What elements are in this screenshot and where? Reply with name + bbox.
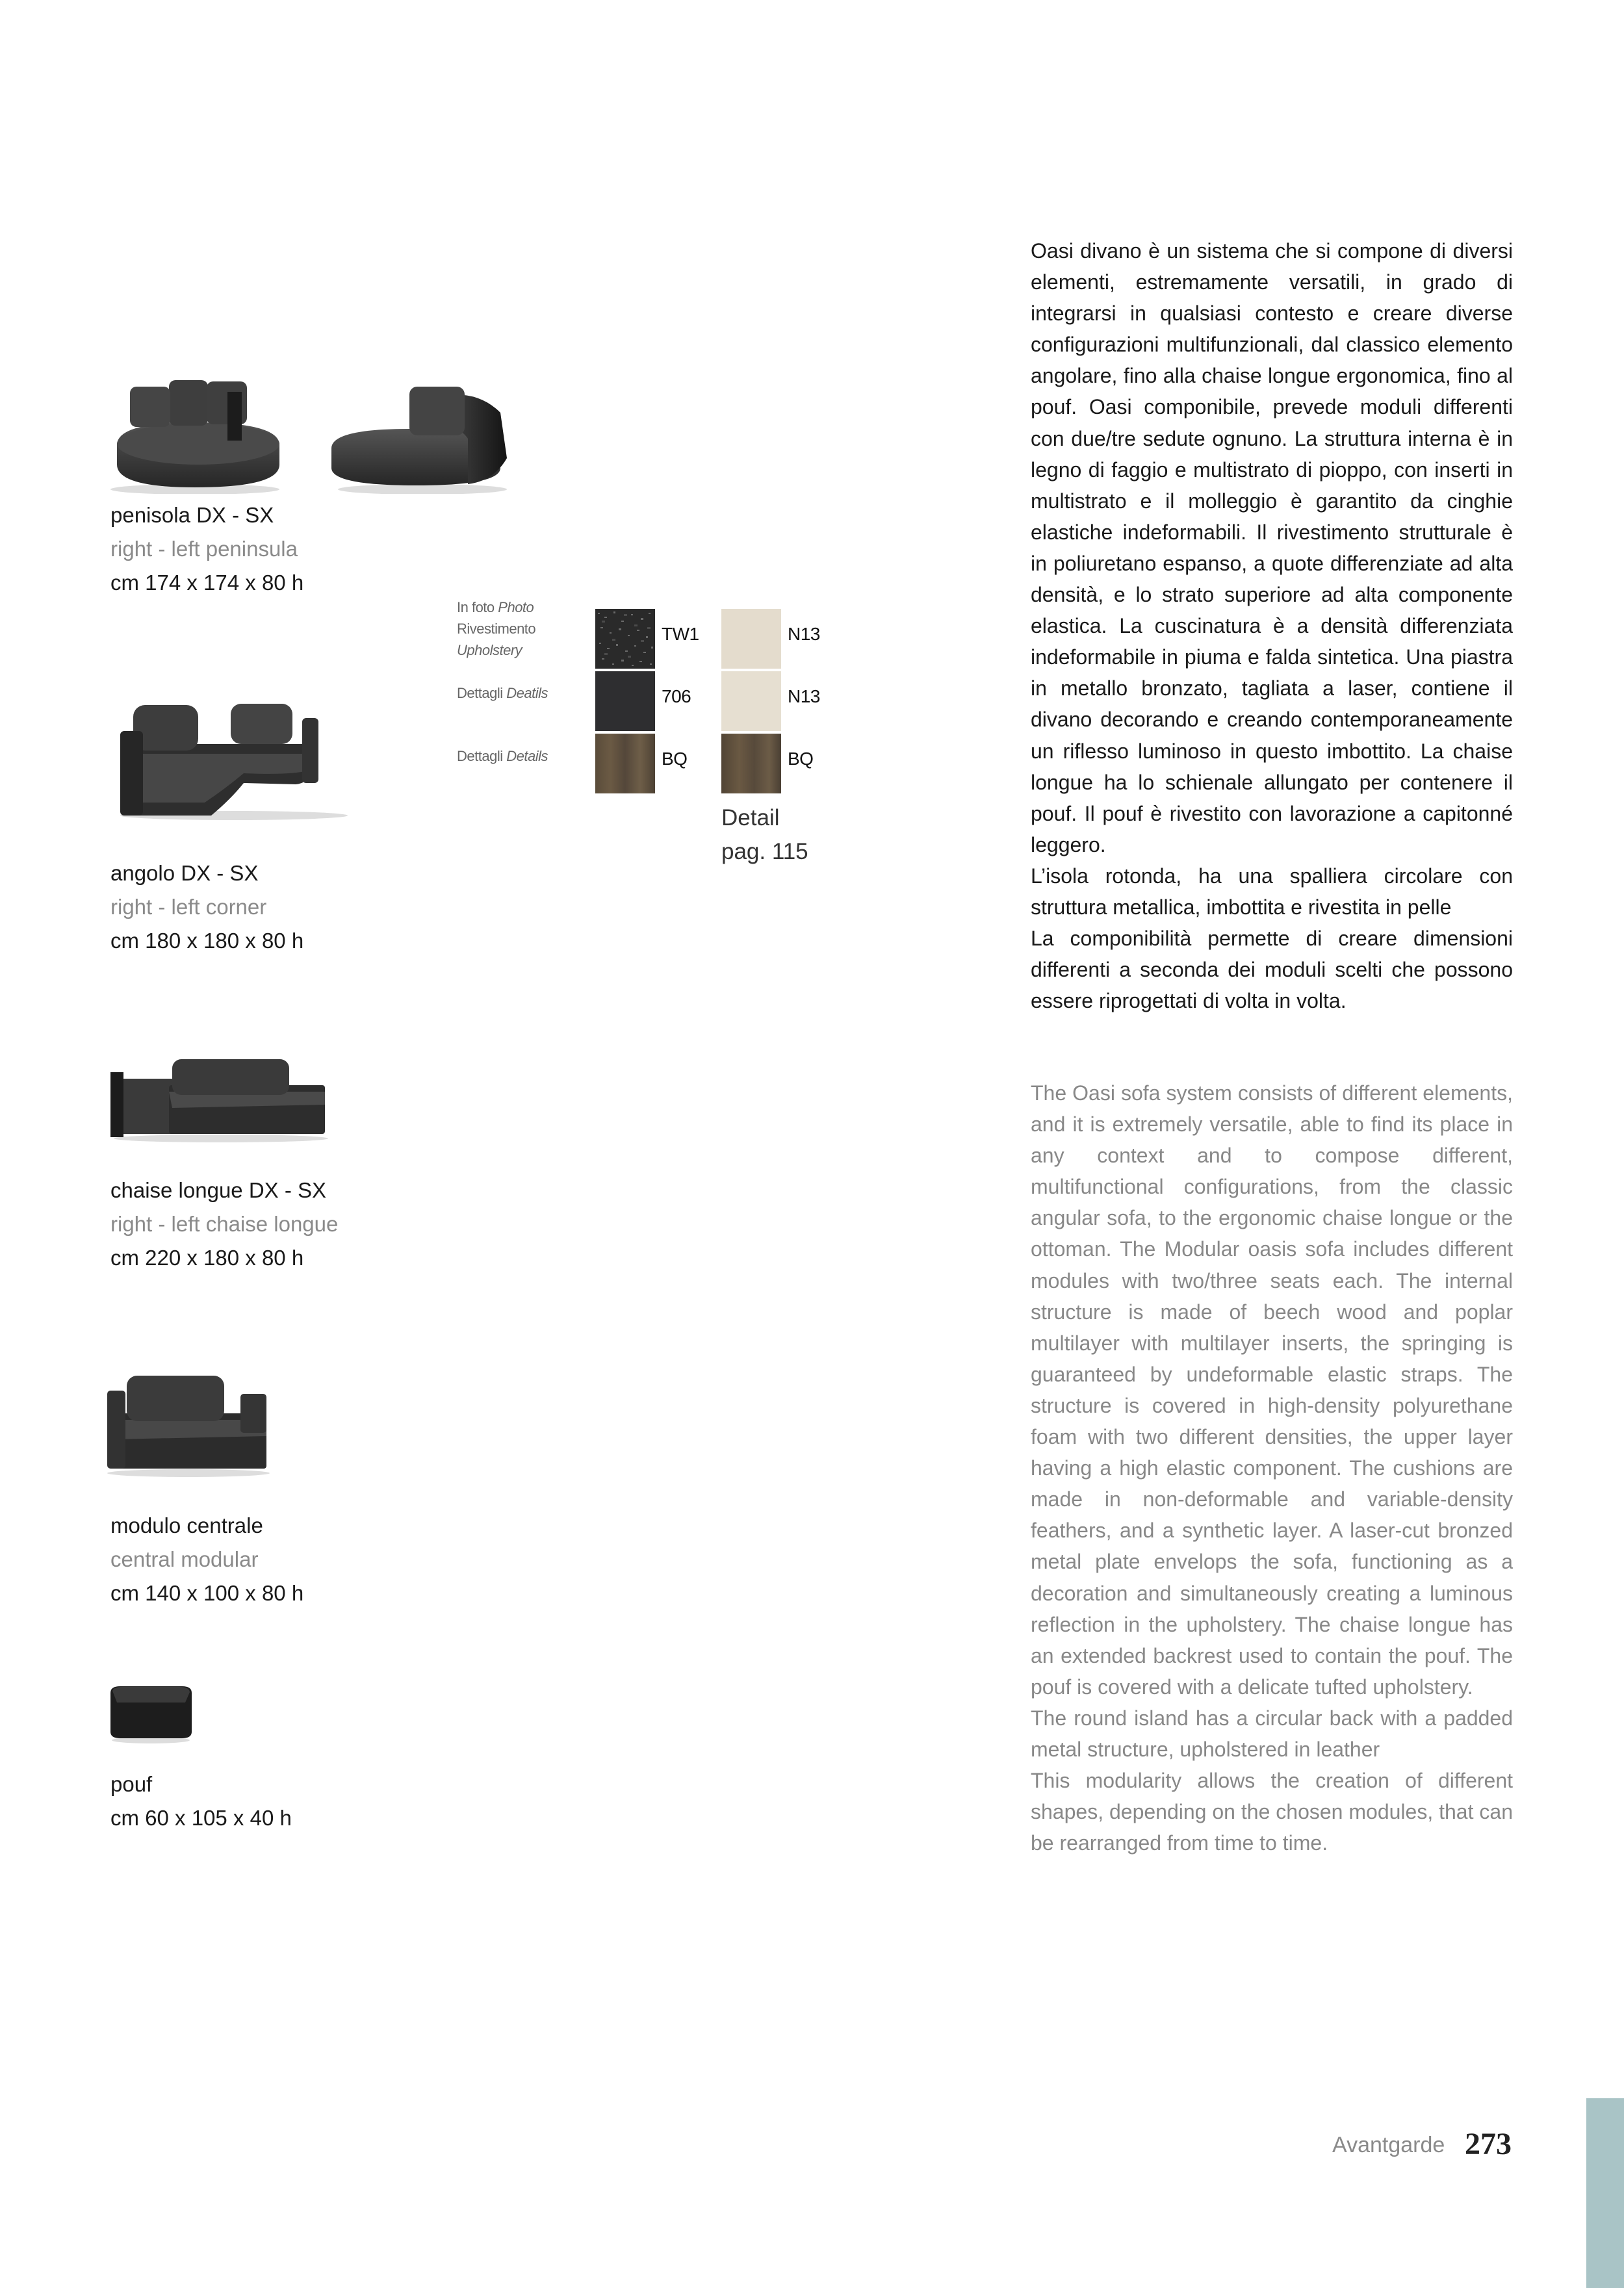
finish-label-en: Photo bbox=[498, 599, 534, 615]
side-tab bbox=[1586, 2098, 1624, 2288]
chaise-longue-image bbox=[110, 1046, 328, 1144]
finish-label-it: Rivestimento bbox=[457, 621, 536, 637]
description-italian bbox=[1031, 235, 1513, 1016]
product-name: chaise longue DX - SX bbox=[110, 1178, 327, 1202]
product-dimensions: cm 220 x 180 x 80 h bbox=[110, 1246, 304, 1270]
paragraph: L’isola rotonda, ha una spalliera circolare con struttura metallica, imbottita e rivestita in pelle bbox=[1031, 864, 1513, 919]
corner-sofa-image bbox=[114, 692, 354, 822]
finish-code: BQ bbox=[662, 749, 688, 769]
product-name: modulo centrale bbox=[110, 1513, 263, 1537]
detail-label: Detail bbox=[721, 805, 780, 830]
product-translation: right - left peninsula bbox=[110, 537, 298, 561]
product-corner bbox=[110, 856, 303, 958]
product-name: angolo DX - SX bbox=[110, 861, 259, 885]
finish-label-en: Upholstery bbox=[457, 642, 522, 658]
product-translation: right - left chaise longue bbox=[110, 1212, 339, 1236]
product-dimensions: cm 60 x 105 x 40 h bbox=[110, 1806, 292, 1830]
product-name: pouf bbox=[110, 1772, 153, 1796]
paragraph: The Oasi sofa system consists of different elements, and it is extremely versatile, able to find its place in any context and to compose different, multifunctional configurations, from the classic angular sofa, to the ergonomic chaise longue or the ottoman. The Modular oasis sofa includes different modules with two/three seats each. The internal structure is made of beech wood and poplar multilayer with multilayer inserts, the springing is guaranteed by undeformable elastic straps. The structure is covered in high-density polyurethane foam with two different densities, the upper layer having a high elastic component. The cushions are made in non-deformable and variable-density feathers, and a synthetic layer. A laser-cut bronzed metal plate envelops the sofa, functioning as a decoration and simultaneously creating a luminous reflection in the upholstery. The chaise longue has an extended backrest used to contain the pouf. The pouf is covered with a delicate tufted upholstery. bbox=[1031, 1081, 1513, 1699]
page-number: 273 bbox=[1465, 2127, 1512, 2161]
paragraph: This modularity allows the creation of different shapes, depending on the chosen modules, that can be rearranged from time to time. bbox=[1031, 1769, 1513, 1855]
finish-label-details-2 bbox=[457, 745, 548, 767]
footer-brand: Avantgarde bbox=[1332, 2133, 1445, 2157]
finish-code: N13 bbox=[788, 686, 820, 706]
product-dimensions: cm 174 x 174 x 80 h bbox=[110, 571, 304, 595]
finish-code: BQ bbox=[788, 749, 814, 769]
finish-label-it: In foto bbox=[457, 599, 495, 615]
swatch-n13-a bbox=[721, 609, 781, 669]
finish-code: 706 bbox=[662, 686, 691, 706]
finish-label-en: Deatils bbox=[506, 685, 548, 701]
finish-code: N13 bbox=[788, 624, 820, 644]
finish-label-photo-upholstery bbox=[457, 597, 535, 661]
finish-code: TW1 bbox=[662, 624, 699, 644]
product-chaise-longue bbox=[110, 1174, 338, 1275]
swatch-bq-a bbox=[595, 734, 655, 793]
detail-page: pag. 115 bbox=[721, 839, 808, 864]
finish-label-details-1 bbox=[457, 682, 548, 704]
paragraph: Oasi divano è un sistema che si compone di diversi elementi, estremamente versatili, in grado di integrarsi in qualsiasi contesto e creare diverse configurazioni multifunzionali, dal classico elemento angolare, fino alla chaise longue ergonomica, fino al pouf. Oasi componibile, prevede moduli differenti con due/tre sedute ognuno. La struttura interna è in legno di faggio e multistrato di pioppo, con inserti in multistrato e il molleggio è garantito da cinghie elastiche indeformabili. Il rivestimento strutturale è in poliuretano espanso, a quote differenziate ad alta densità, e lo strato superiore ad alta componente elastica. La cuscinatura è a densità differenziata indeformabile in piuma e falda sintetica. Una piastra in metallo bronzato, tagliata a laser, contiene il divano decorando e creando contemporaneamente un riflesso luminoso in questo imbottito. La chaise longue ha lo schienale allungato per contenere il pouf. Il pouf è rivestito con lavorazione a capitonné leggero. bbox=[1031, 239, 1513, 856]
finish-label-it: Dettagli bbox=[457, 748, 503, 764]
swatch-706 bbox=[595, 671, 655, 731]
product-translation: right - left corner bbox=[110, 895, 267, 919]
product-dimensions: cm 140 x 100 x 80 h bbox=[110, 1581, 304, 1605]
finish-label-en: Details bbox=[506, 748, 548, 764]
pouf-image bbox=[107, 1683, 195, 1745]
product-pouf bbox=[110, 1767, 292, 1835]
description-english bbox=[1031, 1077, 1513, 1858]
paragraph: La componibilità permette di creare dimensioni differenti a seconda dei moduli scelti che possono essere riprogettati di volta in volta. bbox=[1031, 927, 1513, 1013]
product-peninsula bbox=[110, 498, 303, 600]
swatch-bq-b bbox=[721, 734, 781, 793]
swatch-tw1-fabric bbox=[595, 609, 655, 669]
detail-reference bbox=[721, 801, 808, 869]
central-module-image bbox=[104, 1368, 273, 1478]
swatch-n13-b bbox=[721, 671, 781, 731]
peninsula-sofa-image bbox=[104, 374, 546, 494]
product-name: penisola DX - SX bbox=[110, 503, 274, 527]
finish-label-it: Dettagli bbox=[457, 685, 503, 701]
product-translation: central modular bbox=[110, 1547, 259, 1571]
product-central-module bbox=[110, 1509, 303, 1610]
product-dimensions: cm 180 x 180 x 80 h bbox=[110, 929, 304, 953]
paragraph: The round island has a circular back with a padded metal structure, upholstered in leather bbox=[1031, 1706, 1513, 1761]
